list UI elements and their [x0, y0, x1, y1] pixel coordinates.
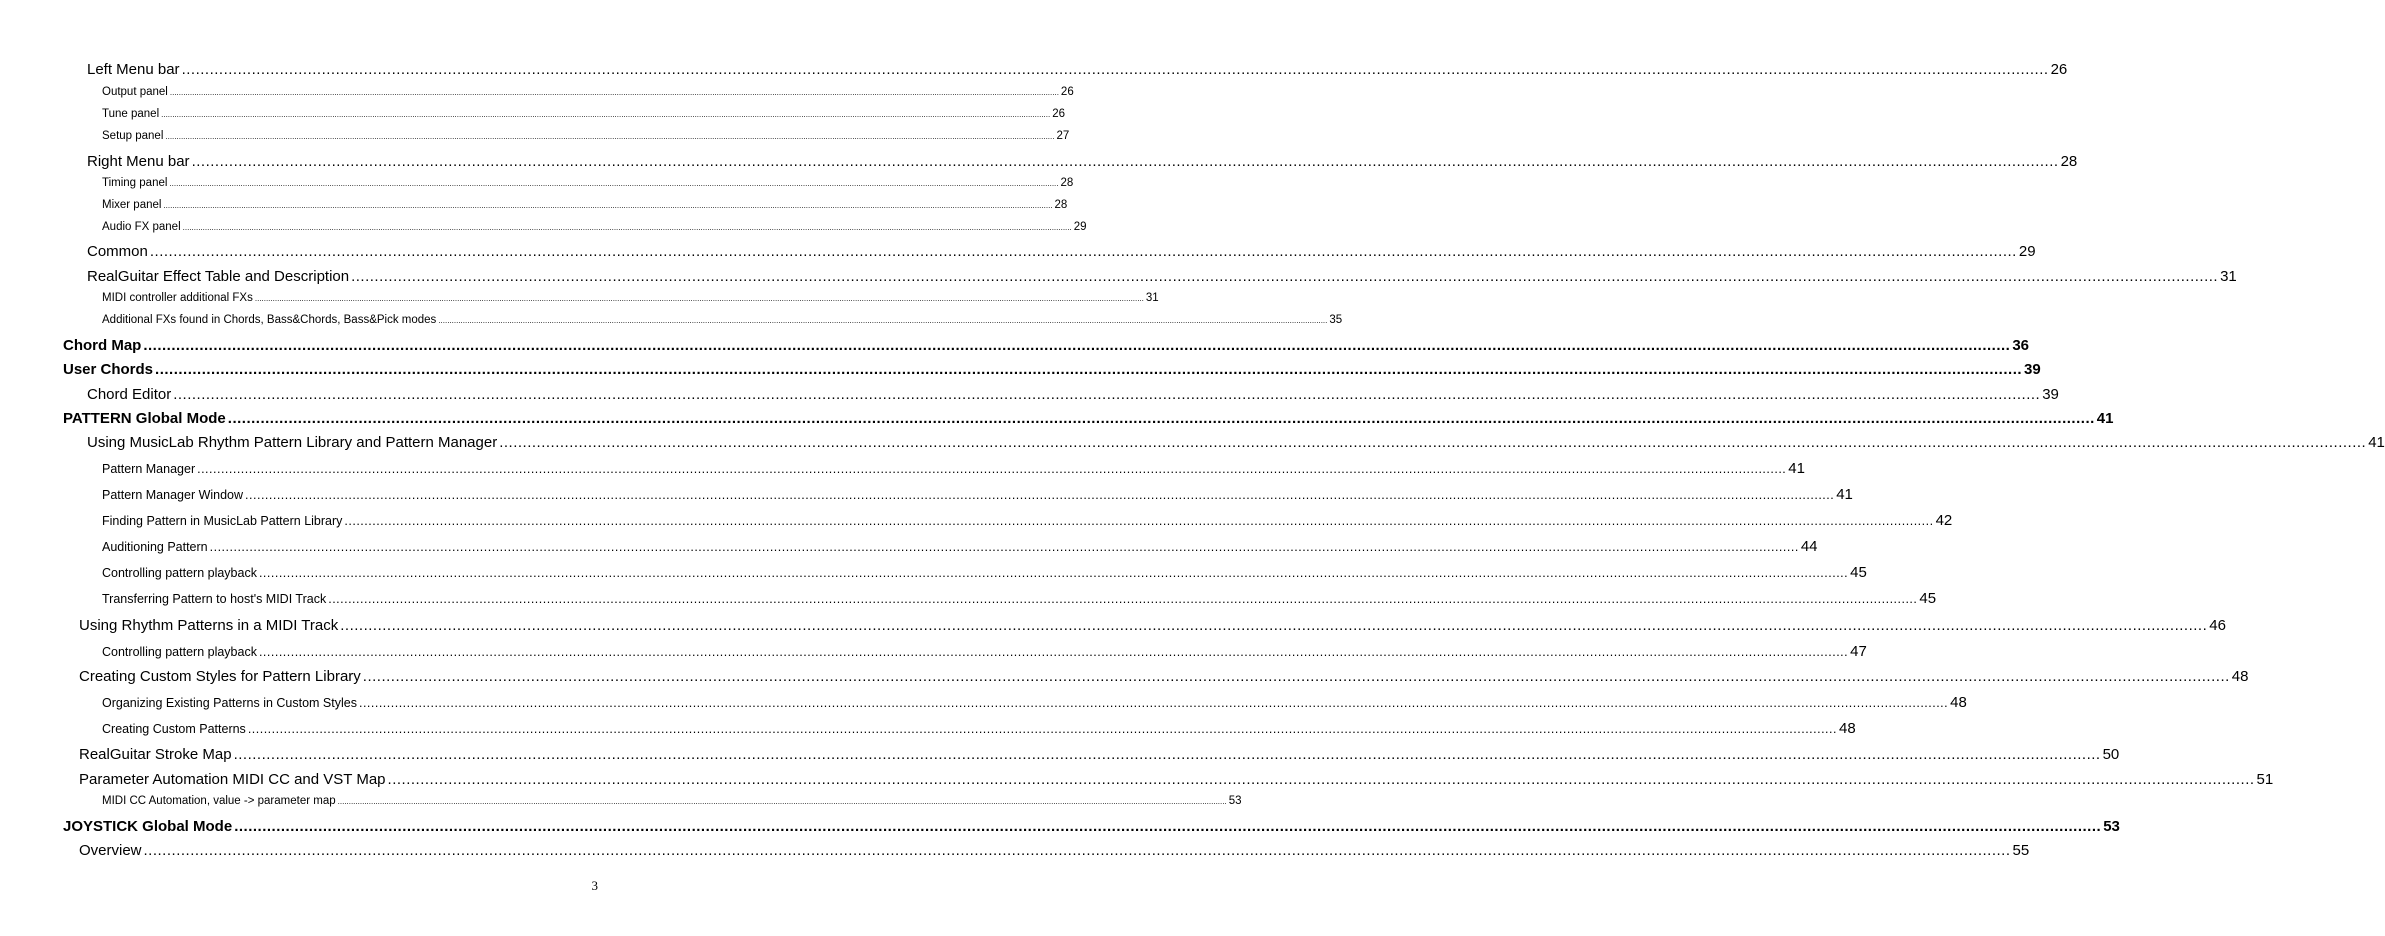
- toc-entry[interactable]: [102, 177, 1074, 189]
- toc-dot-leader: ................................................................................................................................................................................................................................................................................................................................................................................................................: [233, 746, 2101, 763]
- toc-entry-title: Mixer panel: [102, 199, 162, 211]
- toc-entry-title: Audio FX panel: [102, 221, 181, 233]
- toc-dot-leader: ................................................................................................................................................................................................................................................................................................................................................................................................................: [499, 434, 2367, 451]
- toc-entry-title: Chord Map: [63, 337, 142, 354]
- toc-dot-leader: ................................................................................................................................................................................................................................................................................................................................................................................................................: [258, 566, 1849, 580]
- toc-entry[interactable]: [102, 460, 1805, 477]
- toc-entry-page: 28: [1054, 199, 1068, 211]
- toc-entry-page: 26: [1060, 86, 1074, 98]
- toc-dot-leader: ................................................................................................................................................................................................................................................................................................................................................................................................................: [227, 410, 2095, 427]
- toc-dot-leader: ................................................................................................................................................................................................................................................................................................................................................................................................................: [143, 337, 2011, 354]
- toc-entry[interactable]: [102, 643, 1867, 660]
- toc-entry[interactable]: [102, 590, 1937, 607]
- toc-entry-title: Left Menu bar: [87, 61, 180, 78]
- toc-entry-page: 41: [2096, 410, 2114, 427]
- toc-entry[interactable]: [102, 86, 1074, 98]
- toc-dot-leader: ................................................................................................................................................................................................................................................................................................................................................................................................................: [197, 462, 1787, 476]
- toc-entry-title: User Chords: [63, 361, 154, 378]
- toc-entry-page: 26: [2050, 61, 2068, 78]
- toc-dot-leader: ................................................................................................................................................................................................................................................................................................................................................................................................................: [143, 842, 2011, 859]
- toc-dot-leader: ................................................................................................................................................................................................................................................................................................................................................................................................................: [340, 617, 2208, 634]
- toc-entry-title: Parameter Automation MIDI CC and VST Map: [79, 771, 386, 788]
- toc-entry-title: Controlling pattern playback: [102, 566, 257, 580]
- toc-entry[interactable]: [87, 268, 2237, 285]
- toc-entry-page: 53: [2103, 818, 2120, 835]
- toc-entry[interactable]: [102, 694, 1967, 711]
- toc-entry[interactable]: [79, 771, 2274, 788]
- toc-entry-title: Creating Custom Styles for Pattern Library: [79, 668, 361, 685]
- toc-dot-leader: ................................................................................................................................................................................................................................................................................................................................................................................................................: [344, 514, 1934, 528]
- toc-entry-title: Common: [87, 243, 148, 260]
- toc-entry-page: 50: [2102, 746, 2120, 763]
- toc-entry-page: 27: [1056, 130, 1070, 142]
- toc-entry-page: 51: [2256, 771, 2274, 788]
- toc-entry[interactable]: [63, 337, 2030, 354]
- toc-dot-leader: ................................................................................................................................................................................................................................................................................................................................................................................................................: [209, 540, 1799, 554]
- toc-entry-title: Using Rhythm Patterns in a MIDI Track: [79, 617, 339, 634]
- toc-entry-title: Organizing Existing Patterns in Custom Styles: [102, 696, 357, 710]
- toc-dot-leader: ................................................................................................................................................................................................................................................................................................................................................................................................................: [247, 722, 1837, 736]
- toc-entry-page: 41: [2368, 434, 2385, 451]
- toc-entry-page: 26: [1052, 108, 1065, 120]
- toc-entry-page: 39: [2024, 361, 2041, 378]
- toc-entry-title: Output panel: [102, 86, 168, 98]
- toc-entry-page: 35: [1329, 314, 1343, 326]
- toc-dot-leader: ................................................................................................................................................................................................................................................................................................................................................................................................................: [358, 696, 1949, 710]
- toc-entry-title: Tune panel: [102, 108, 160, 120]
- toc-dot-leader: ................................................................................................................................................................................................................................................................................................................................................................................................................: [234, 818, 2102, 835]
- toc-entry-page: 41: [1836, 486, 1853, 503]
- toc-entry[interactable]: [102, 221, 1087, 233]
- toc-entry-title: Creating Custom Patterns: [102, 722, 246, 736]
- toc-entry[interactable]: [102, 564, 1867, 581]
- toc-entry-title: RealGuitar Effect Table and Description: [87, 268, 350, 285]
- toc-entry[interactable]: [87, 243, 2036, 260]
- toc-dot-leader: ................................................................................................................................................................................................................................................................................................................................................................................................................: [387, 771, 2255, 788]
- toc-entry-page: 28: [1060, 177, 1074, 189]
- toc-dot-leader: ................................................................................................................................................................................................................................................................................................................................................................................................................: [182, 223, 1072, 232]
- toc-entry-title: JOYSTICK Global Mode: [63, 818, 233, 835]
- toc-entry-page: 36: [2012, 337, 2030, 354]
- toc-entry[interactable]: [63, 818, 2120, 835]
- toc-entry-title: Timing panel: [102, 177, 168, 189]
- toc-entry[interactable]: [63, 410, 2114, 427]
- toc-dot-leader: ................................................................................................................................................................................................................................................................................................................................................................................................................: [328, 592, 1918, 606]
- toc-entry-title: Controlling pattern playback: [102, 645, 257, 659]
- toc-entry-title: Transferring Pattern to host's MIDI Track: [102, 592, 327, 606]
- toc-dot-leader: ................................................................................................................................................................................................................................................................................................................................................................................................................: [169, 88, 1059, 97]
- toc-entry-page: 29: [1073, 221, 1087, 233]
- toc-entry[interactable]: [79, 746, 2120, 763]
- toc-entry-title: Setup panel: [102, 130, 164, 142]
- toc-entry[interactable]: [63, 361, 2041, 378]
- toc-entry-title: Chord Editor: [87, 386, 172, 403]
- toc-dot-leader: ................................................................................................................................................................................................................................................................................................................................................................................................................: [245, 488, 1835, 502]
- toc-entry-title: Overview: [79, 842, 142, 859]
- toc-entry-page: 41: [1788, 460, 1805, 477]
- toc-entry-page: 45: [1919, 590, 1937, 607]
- toc-entry-page: 48: [1838, 720, 1856, 737]
- toc-dot-leader: ................................................................................................................................................................................................................................................................................................................................................................................................................: [169, 179, 1059, 188]
- toc-entry-page: 44: [1800, 538, 1818, 555]
- toc-entry-page: 46: [2209, 617, 2226, 634]
- toc-entry-page: 42: [1935, 512, 1953, 529]
- toc-entry[interactable]: [87, 386, 2059, 403]
- toc-dot-leader: ................................................................................................................................................................................................................................................................................................................................................................................................................: [173, 386, 2041, 403]
- toc-dot-leader: ................................................................................................................................................................................................................................................................................................................................................................................................................: [161, 110, 1051, 119]
- toc-entry[interactable]: [87, 434, 2385, 451]
- toc-entry-title: Right Menu bar: [87, 153, 190, 170]
- toc-dot-leader: ................................................................................................................................................................................................................................................................................................................................................................................................................: [191, 153, 2059, 170]
- toc-dot-leader: ................................................................................................................................................................................................................................................................................................................................................................................................................: [438, 316, 1328, 325]
- toc-entry-title: RealGuitar Stroke Map: [79, 746, 232, 763]
- toc-entry[interactable]: [79, 668, 2249, 685]
- toc-dot-leader: ................................................................................................................................................................................................................................................................................................................................................................................................................: [254, 294, 1144, 303]
- toc-entry-title: Additional FXs found in Chords, Bass&Chords, Bass&Pick modes: [102, 314, 437, 326]
- toc-entry-title: Pattern Manager: [102, 462, 196, 476]
- toc-entry-title: MIDI CC Automation, value -> parameter map: [102, 795, 336, 807]
- toc-dot-leader: ................................................................................................................................................................................................................................................................................................................................................................................................................: [149, 243, 2017, 260]
- toc-entry-page: 45: [1850, 564, 1867, 581]
- toc-entry[interactable]: [102, 795, 1242, 807]
- toc-entry[interactable]: [102, 512, 1953, 529]
- toc-entry[interactable]: [102, 130, 1070, 142]
- toc-dot-leader: ................................................................................................................................................................................................................................................................................................................................................................................................................: [155, 361, 2023, 378]
- toc-dot-leader: ................................................................................................................................................................................................................................................................................................................................................................................................................: [351, 268, 2219, 285]
- toc-entry-page: 55: [2012, 842, 2030, 859]
- toc-entry[interactable]: [102, 108, 1065, 120]
- toc-entry[interactable]: [102, 720, 1856, 737]
- toc-entry[interactable]: [79, 617, 2226, 634]
- toc-entry-page: 29: [2018, 243, 2036, 260]
- toc-dot-leader: ................................................................................................................................................................................................................................................................................................................................................................................................................: [181, 61, 2049, 78]
- toc-entry-title: Using MusicLab Rhythm Pattern Library and Pattern Manager: [87, 434, 498, 451]
- toc-entry-title: MIDI controller additional FXs: [102, 292, 253, 304]
- toc-dot-leader: ................................................................................................................................................................................................................................................................................................................................................................................................................: [165, 132, 1055, 141]
- toc-dot-leader: ................................................................................................................................................................................................................................................................................................................................................................................................................: [362, 668, 2230, 685]
- toc-entry-page: 31: [1145, 292, 1159, 304]
- toc-entry-title: PATTERN Global Mode: [63, 410, 226, 427]
- toc-dot-leader: ................................................................................................................................................................................................................................................................................................................................................................................................................: [258, 645, 1849, 659]
- toc-dot-leader: ................................................................................................................................................................................................................................................................................................................................................................................................................: [163, 201, 1053, 210]
- toc-entry-page: 39: [2042, 386, 2059, 403]
- toc-entry-title: Auditioning Pattern: [102, 540, 208, 554]
- toc-entry-title: Pattern Manager Window: [102, 488, 244, 502]
- toc-entry[interactable]: [102, 486, 1853, 503]
- toc-entry[interactable]: [87, 61, 2068, 78]
- toc-entry[interactable]: [79, 842, 2030, 859]
- toc-entry-page: 53: [1228, 795, 1242, 807]
- toc-entry[interactable]: [102, 199, 1068, 211]
- toc-entry[interactable]: [102, 292, 1159, 304]
- toc-entry[interactable]: [87, 153, 2078, 170]
- page-number: 3: [591, 878, 598, 893]
- toc-entry-title: Finding Pattern in MusicLab Pattern Library: [102, 514, 343, 528]
- toc-entry-page: 31: [2220, 268, 2237, 285]
- toc-entry-page: 47: [1850, 643, 1867, 660]
- toc-entry-page: 48: [1950, 694, 1967, 711]
- toc-entry-page: 28: [2060, 153, 2078, 170]
- toc-entry-page: 48: [2231, 668, 2249, 685]
- toc-entry[interactable]: [102, 314, 1343, 326]
- toc-entry[interactable]: [102, 538, 1818, 555]
- toc-dot-leader: ................................................................................................................................................................................................................................................................................................................................................................................................................: [337, 797, 1227, 806]
